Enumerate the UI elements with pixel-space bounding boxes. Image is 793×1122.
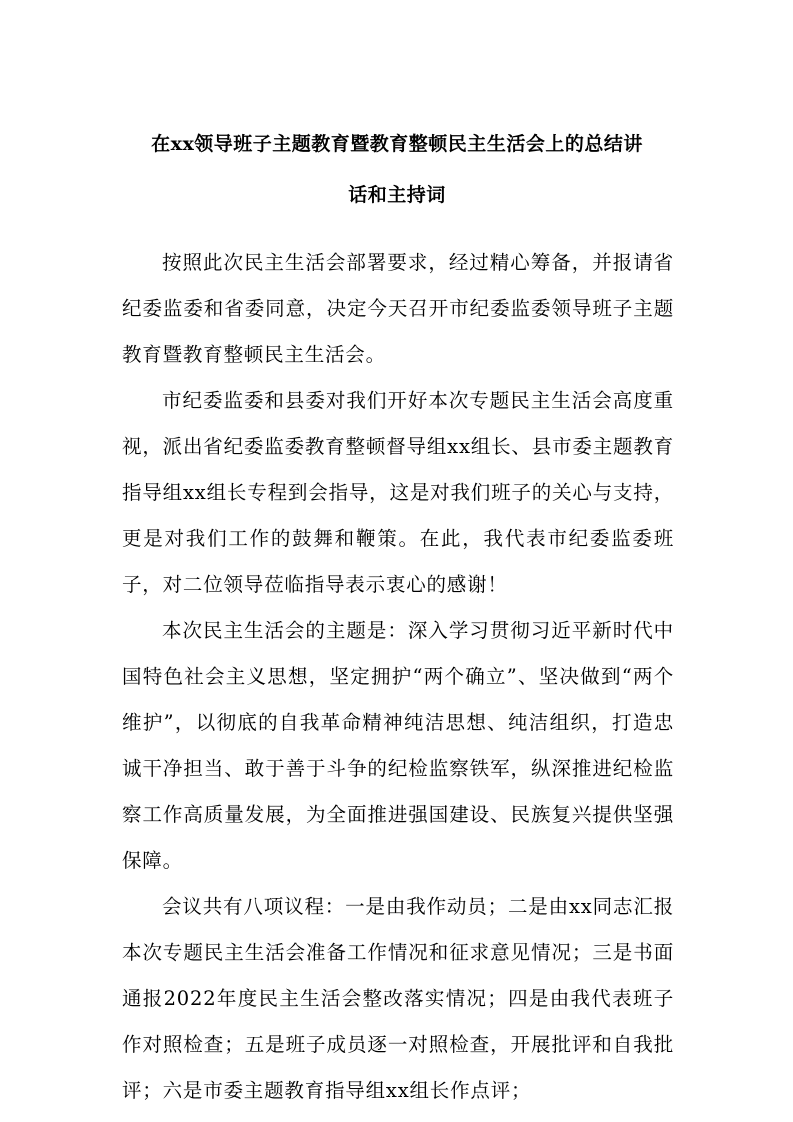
paragraph-theme: 本次民主生活会的主题是：深入学习贯彻习近平新时代中国特色社会主义思想，坚定拥护“两个确立”、坚决做到“两个维护”，以彻底的自我革命精神纯洁思想、纯洁组织，打造忠诚干净担当、敢于善于斗争的纪检监察铁军，纵深推进纪检监察工作高质量发展，为全面推进强国建设、民族复兴提供坚强保障。 xyxy=(122,619,674,872)
document-title-line-1: 在xx领导班子主题教育暨教育整顿民主生活会上的总结讲 xyxy=(151,133,643,155)
document-body xyxy=(122,240,674,1114)
paragraph-agenda: 会议共有八项议程：一是由我作动员；二是由xx同志汇报本次专题民主生活会准备工作情况和征求意见情况；三是书面通报2022年度民主生活会整改落实情况；四是由我代表班子作对照检查；五是班子成员逐一对照检查，开展批评和自我批评；六是市委主题教育指导组xx组长作点评； xyxy=(122,895,674,1102)
document-title-line-2: 话和主持词 xyxy=(348,184,446,206)
paragraph-thanks: 市纪委监委和县委对我们开好本次专题民主生活会高度重视，派出省纪委监委教育整顿督导组xx组长、县市委主题教育指导组xx组长专程到会指导，这是对我们班子的关心与支持，更是对我们工作的鼓舞和鞭策。在此，我代表市纪委监委班子，对二位领导莅临指导表示衷心的感谢！ xyxy=(122,389,674,596)
paragraph-intro: 按照此次民主生活会部署要求，经过精心筹备，并报请省纪委监委和省委同意，决定今天召开市纪委监委领导班子主题教育暨教育整顿民主生活会。 xyxy=(122,251,674,366)
